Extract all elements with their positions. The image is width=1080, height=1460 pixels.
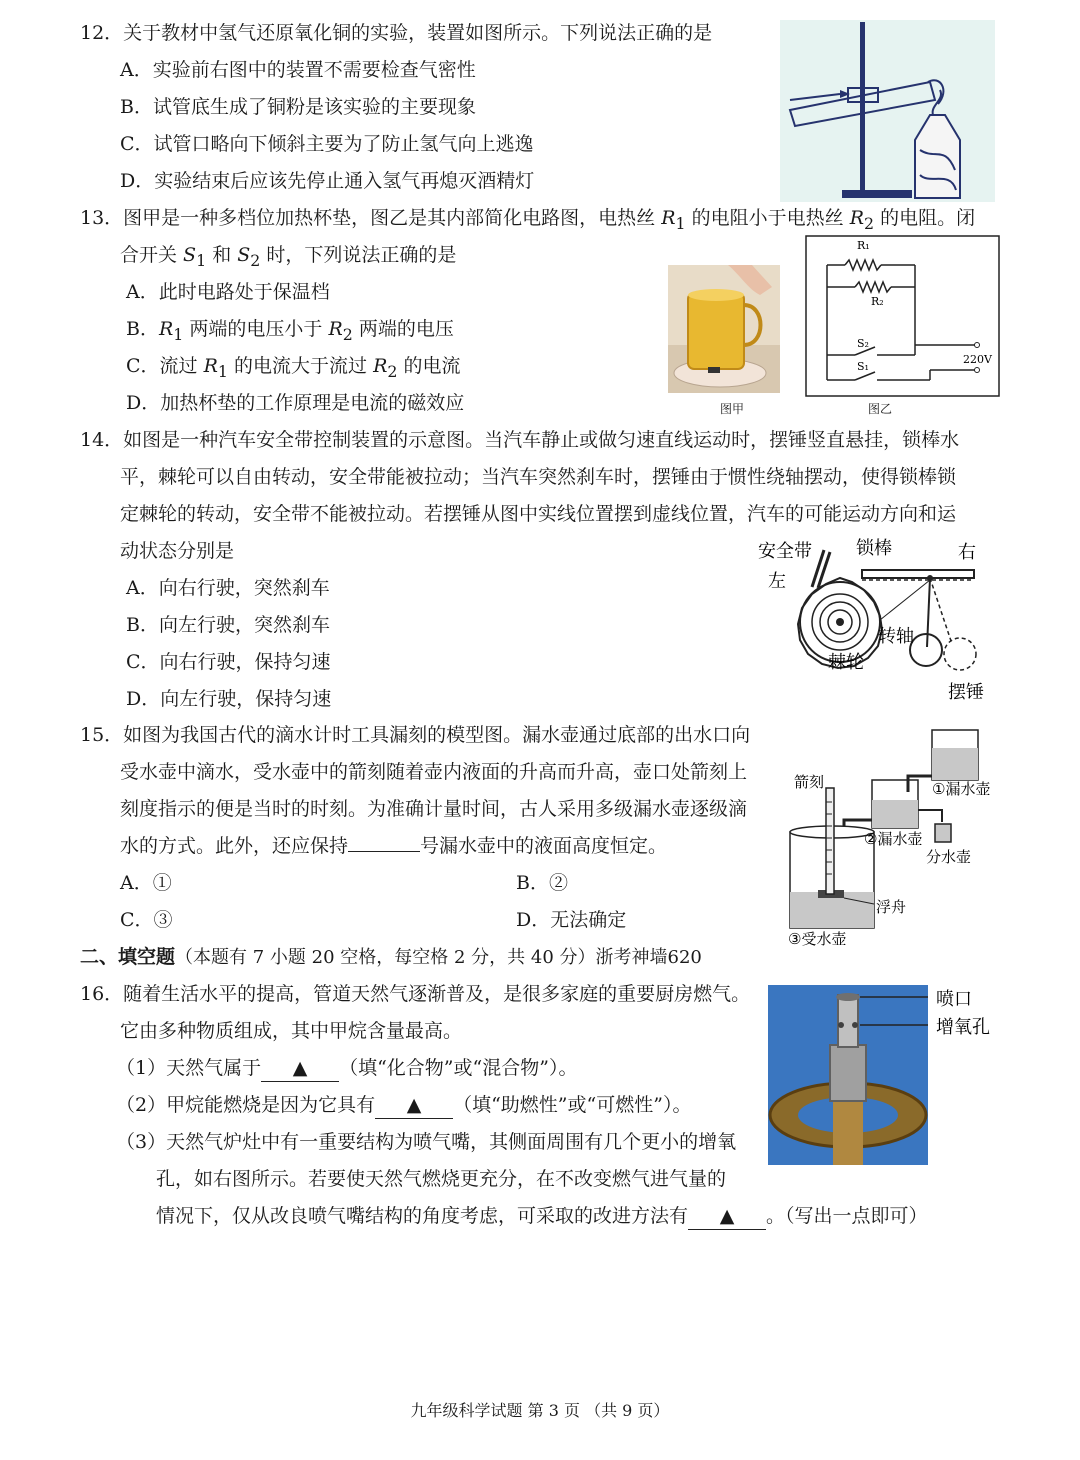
seatbelt-control-diagram xyxy=(752,532,1000,708)
q15-stem-line2: 受水壶中滴水，受水壶中的箭刻随着壶内液面的升高而升高，壶口处箭刻上 xyxy=(120,761,748,783)
q13-stem-line2 xyxy=(120,242,456,274)
q15-stem-line1: 15．如图为我国古代的滴水计时工具漏刻的模型图。漏水壶通过底部的出水口向 xyxy=(80,724,751,746)
section-2-description: （本题有 7 小题 20 空格，每空格 2 分，共 40 分）浙考神墙620 xyxy=(175,947,702,968)
circuit-diagram xyxy=(805,235,1000,397)
q16-part3-text: 。（写出一点即可） xyxy=(766,1205,928,1227)
gas-nozzle-photo xyxy=(768,985,1000,1165)
q13-stem-text: 时，下列说法正确的是 xyxy=(260,244,457,266)
q14-option-a: A．向右行驶，突然刹车 xyxy=(126,577,330,599)
q12-option-b: B．试管底生成了铜粉是该实验的主要现象 xyxy=(120,96,476,118)
circuit-label-r2: R₂ xyxy=(871,295,884,308)
q13-opt-text: 的电流大于流过 xyxy=(227,355,374,377)
q16-part2 xyxy=(116,1092,691,1119)
split-pot-label: 分水壶 xyxy=(926,848,972,866)
q14-stem-line4: 动状态分别是 xyxy=(120,540,235,562)
q13-opt-text: 两端的电压 xyxy=(352,318,454,340)
q15-stem-text: 号漏水壶中的液面高度恒定。 xyxy=(420,835,668,857)
q12-option-d: D．实验结束后应该先停止通入氢气再熄灭酒精灯 xyxy=(120,170,535,192)
pendulum-label: 摆锤 xyxy=(948,682,984,703)
right-direction-label: 右 xyxy=(958,542,976,563)
q14-option-d: D．向左行驶，保持匀速 xyxy=(126,688,332,710)
q16-part1-text: （填“化合物”或“混合物”）。 xyxy=(339,1057,578,1079)
q13-opt-text: 两端的电压小于 xyxy=(183,318,329,340)
r1-symbol: R xyxy=(158,318,174,340)
q15-stem-line3: 刻度指示的便是当时的时刻。为准确计量时间，古人采用多级漏水壶逐级滴 xyxy=(120,798,748,820)
pot2-label: ②漏水壶 xyxy=(864,830,923,848)
q16-part3-line2: 孔，如右图所示。若要使天然气燃烧更充分，在不改变燃气进气量的 xyxy=(156,1168,727,1190)
q16-part3-line1: （3）天然气炉灶中有一重要结构为喷气嘴，其侧面周围有几个更小的增氧 xyxy=(116,1131,737,1153)
q13-stem-text: 和 xyxy=(206,244,238,266)
oxygen-hole-label: 增氧孔 xyxy=(936,1017,990,1038)
q13-stem-text: 13．图甲是一种多档位加热杯垫，图乙是其内部简化电路图，电热丝 xyxy=(80,207,662,229)
q16-part2-text: （填“助燃性”或“可燃性”）。 xyxy=(453,1094,692,1116)
left-direction-label: 左 xyxy=(768,571,786,592)
r1-symbol: R xyxy=(661,207,676,229)
r2-symbol: R xyxy=(849,207,865,229)
q16-part3-line3 xyxy=(156,1203,928,1230)
r1-subscript: 1 xyxy=(173,324,184,344)
s1-symbol: S xyxy=(183,244,197,266)
pot1-label: ①漏水壶 xyxy=(932,780,991,798)
q16-part2-blank[interactable]: ▲ xyxy=(375,1092,453,1119)
q14-stem-line1: 14．如图是一种汽车安全带控制装置的示意图。当汽车静止或做匀速直线运动时，摆锤竖直悬挂，锁棒水 xyxy=(80,429,960,451)
q12-option-a: A．实验前右图中的装置不需要检查气密性 xyxy=(120,59,476,81)
q14-option-b: B．向左行驶，突然刹车 xyxy=(126,614,330,636)
figure-yi-caption: 图乙 xyxy=(868,402,893,416)
ratchet-label: 棘轮 xyxy=(828,652,864,673)
q13-option-c xyxy=(126,353,461,385)
nozzle-label: 喷口 xyxy=(936,989,972,1010)
r1-symbol: R xyxy=(203,355,218,377)
q13-option-a: A．此时电路处于保温档 xyxy=(126,281,330,303)
figure-jia-caption: 图甲 xyxy=(720,402,745,416)
q13-stem-text: 的电阻。闭 xyxy=(874,207,976,229)
q16-part1-blank[interactable]: ▲ xyxy=(261,1055,339,1082)
q15-answer-blank[interactable] xyxy=(348,851,420,852)
r2-subscript: 2 xyxy=(387,361,398,381)
q15-option-b: B．② xyxy=(516,872,568,894)
heating-cup-photo xyxy=(668,265,780,393)
s1-subscript: 1 xyxy=(196,250,207,270)
page-footer: 九年级科学试题 第 3 页 （共 9 页） xyxy=(410,1401,670,1420)
r1-subscript: 1 xyxy=(217,361,228,381)
q12-stem: 12．关于教材中氢气还原氧化铜的实验，装置如图所示。下列说法正确的是 xyxy=(80,22,713,44)
pot3-label: ③受水壶 xyxy=(788,930,847,948)
r2-symbol: R xyxy=(373,355,388,377)
float-label: 浮舟 xyxy=(876,898,907,916)
q13-stem-text: 合开关 xyxy=(120,244,184,266)
q13-option-d: D．加热杯垫的工作原理是电流的磁效应 xyxy=(126,392,465,414)
circuit-label-r1: R₁ xyxy=(857,239,870,252)
r2-subscript: 2 xyxy=(864,213,875,233)
r1-subscript: 1 xyxy=(675,213,686,233)
q16-part2-text: （2）甲烷能燃烧是因为它具有 xyxy=(116,1094,376,1116)
q16-part1 xyxy=(116,1055,577,1082)
q14-option-c: C．向右行驶，保持匀速 xyxy=(126,651,331,673)
q13-stem-text: 的电阻小于电热丝 xyxy=(685,207,850,229)
q13-opt-text: C．流过 xyxy=(126,355,204,377)
q12-option-c: C．试管口略向下倾斜主要为了防止氢气向上逃逸 xyxy=(120,133,534,155)
lock-bar-label: 锁棒 xyxy=(856,538,892,559)
s2-symbol: S xyxy=(237,244,251,266)
q15-stem-line4 xyxy=(120,833,667,859)
hydrogen-reduction-apparatus-figure xyxy=(780,20,995,202)
q13-option-b xyxy=(126,316,454,348)
r2-symbol: R xyxy=(328,318,343,340)
q13-opt-text: 的电流 xyxy=(397,355,461,377)
pivot-axis-label: 转轴 xyxy=(878,626,914,647)
circuit-label-s2: S₂ xyxy=(857,337,869,350)
s2-subscript: 2 xyxy=(250,250,261,270)
q16-part1-text: （1）天然气属于 xyxy=(116,1057,262,1079)
water-clock-diagram xyxy=(780,722,1000,952)
circuit-label-s1: S₁ xyxy=(857,360,869,373)
q13-stem-line1 xyxy=(80,205,975,237)
seatbelt-label: 安全带 xyxy=(758,541,812,562)
q15-option-a: A．① xyxy=(120,872,172,894)
r2-subscript: 2 xyxy=(342,324,353,344)
q15-option-c: C．③ xyxy=(120,909,173,931)
q16-part3-text: 情况下，仅从改良喷气嘴结构的角度考虑，可采取的改进方法有 xyxy=(156,1205,689,1227)
section-2-title: 二、填空题 xyxy=(80,946,176,968)
arrow-scale-label: 箭刻 xyxy=(794,773,825,791)
q16-part3-blank[interactable]: ▲ xyxy=(688,1203,766,1230)
section-2-heading xyxy=(80,944,702,971)
q14-stem-line3: 定棘轮的转动，安全带不能被拉动。若摆锤从图中实线位置摆到虚线位置，汽车的可能运动方向和运 xyxy=(120,503,957,525)
q16-stem-line1: 16．随着生活水平的提高，管道天然气逐渐普及，是很多家庭的重要厨房燃气。 xyxy=(80,983,751,1005)
circuit-label-voltage: 220V xyxy=(963,353,992,366)
q15-stem-text: 水的方式。此外，还应保持 xyxy=(120,835,349,857)
q16-stem-line2: 它由多种物质组成，其中甲烷含量最高。 xyxy=(120,1020,463,1042)
q13-opt-text: B． xyxy=(126,318,159,340)
q15-option-d: D．无法确定 xyxy=(516,909,627,931)
q14-stem-line2: 平，棘轮可以自由转动，安全带能被拉动；当汽车突然刹车时，摆锤由于惯性绕轴摆动，使得锁棒锁 xyxy=(120,466,957,488)
